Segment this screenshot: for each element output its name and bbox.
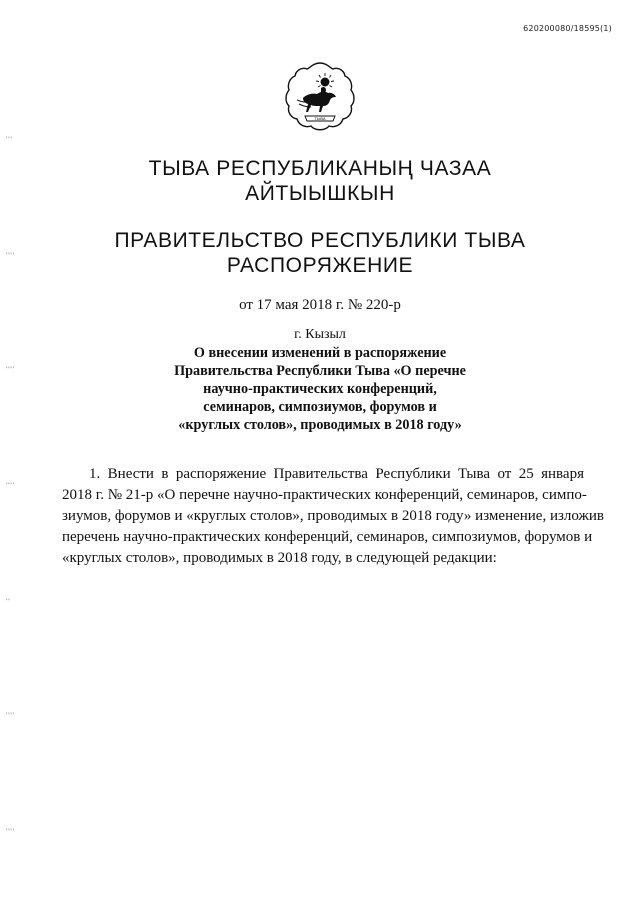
subject-line: Правительства Республики Тыва «О перечне (174, 363, 466, 379)
emblem-banner-text: ТЫВА (314, 116, 326, 121)
body-paragraph (62, 464, 604, 569)
title-tyva-line1: ТЫВА РЕСПУБЛИКАНЫҢ ЧАЗАА (148, 157, 492, 180)
subject-line: «круглых столов», проводимых в 2018 году» (178, 417, 462, 433)
subject-line: научно-практических конференций, (203, 381, 437, 397)
margin-mark: '''' (6, 712, 15, 719)
date-and-number: от 17 мая 2018 г. № 220-р (239, 297, 401, 313)
document-id: 620200080/18595(1) (523, 24, 612, 33)
margin-mark: '''' (6, 828, 15, 835)
margin-mark: '''' (6, 482, 15, 489)
title-ru (0, 228, 640, 278)
paragraph-line: 1. Внести в распоряжение Правительства Республики Тыва от 25 января (89, 466, 584, 482)
title-tyva-line2: АЙТЫЫШКЫН (245, 182, 395, 205)
coat-of-arms-emblem (283, 60, 357, 136)
paragraph-line: перечень научно-практических конференций, семинаров, симпозиумов, форумов и (62, 529, 593, 545)
margin-mark: '''' (6, 252, 15, 259)
paragraph-line: «круглых столов», проводимых в 2018 году, в следующей редакции: (62, 550, 497, 566)
subject-line: О внесении изменений в распоряжение (193, 345, 447, 361)
city: г. Кызыл (294, 327, 346, 342)
title-ru-line2: РАСПОРЯЖЕНИЕ (226, 254, 414, 277)
paragraph-line: 2018 г. № 21-р «О перечне научно-практических конференций, семинаров, симпо- (62, 487, 587, 503)
margin-mark: '' (6, 598, 11, 605)
margin-mark: '''' (6, 366, 15, 373)
document-subject (0, 344, 640, 434)
margin-mark: ''' (6, 136, 13, 143)
paragraph-line: зиумов, форумов и «круглых столов», проводимых в 2018 году» изменение, изложив (62, 508, 604, 524)
title-tyva (0, 156, 640, 206)
subject-line: семинаров, симпозиумов, форумов и (203, 399, 437, 415)
title-ru-line1: ПРАВИТЕЛЬСТВО РЕСПУБЛИКИ ТЫВА (114, 229, 526, 252)
